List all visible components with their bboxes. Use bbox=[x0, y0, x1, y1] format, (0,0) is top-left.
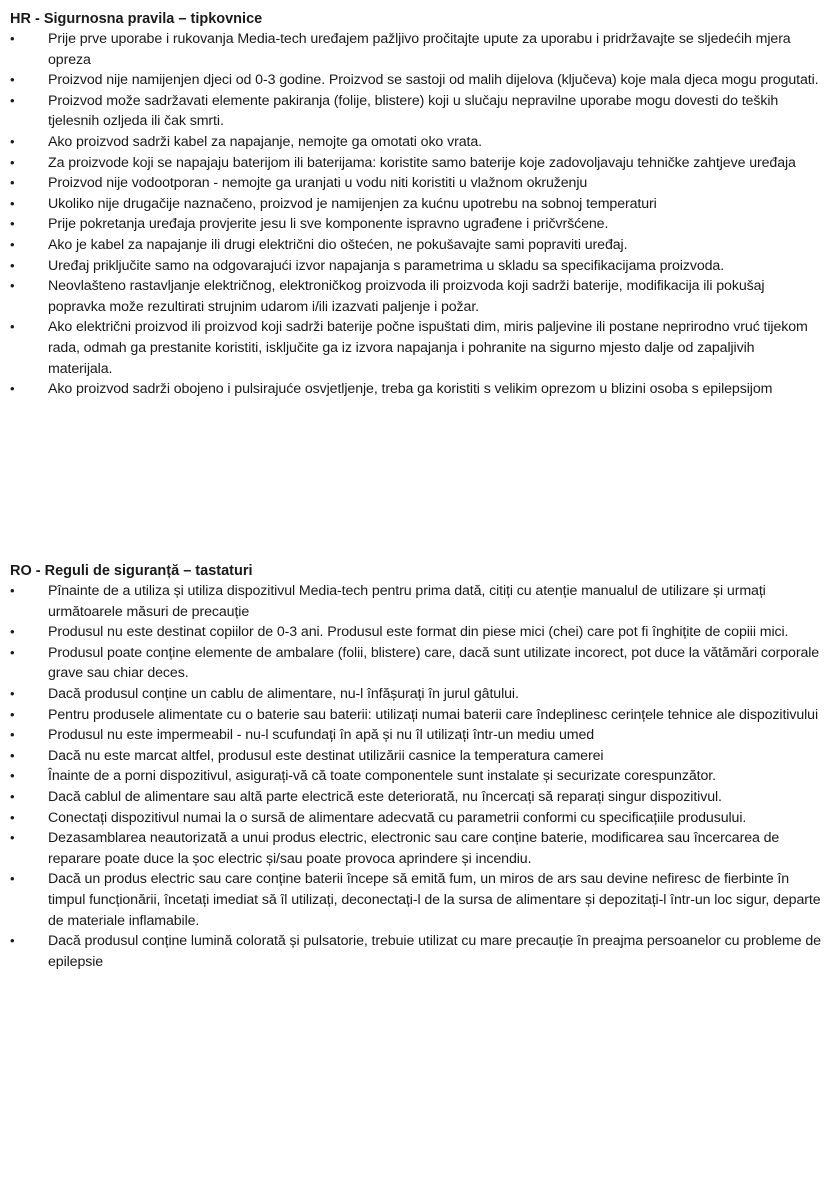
list-item bbox=[10, 725, 822, 746]
list-item bbox=[10, 70, 822, 91]
list-item-text: Ukoliko nije drugačije naznačeno, proizvod je namijenjen za kućnu upotrebu na sobnoj temperaturi bbox=[48, 195, 657, 212]
bullet-icon: • bbox=[10, 175, 15, 191]
list-item bbox=[10, 705, 822, 726]
list-item-text: Prije pokretanja uređaja provjerite jesu li sve komponente ispravno ugrađene i pričvršćene. bbox=[48, 216, 609, 233]
list-item-text: Proizvod nije namijenjen djeci od 0-3 godine. Proizvod se sastoji od malih dijelova (ključeva) koje mala djeca mogu progutati. bbox=[48, 72, 819, 89]
list-item-text: Dacă produsul conține un cablu de alimentare, nu-l înfășurați în jurul gâtului. bbox=[48, 685, 519, 702]
list-item bbox=[10, 91, 822, 132]
list-item bbox=[10, 643, 822, 684]
bullet-icon: • bbox=[10, 92, 15, 108]
bullet-icon: • bbox=[10, 830, 15, 846]
bullet-icon: • bbox=[10, 727, 15, 743]
list-item-text: Produsul poate conține elemente de ambalare (folii, blistere) care, dacă sunt utilizate incorect, pot duce la vătămări corporale grave sau chiar deces. bbox=[48, 644, 820, 682]
list-item-text: Produsul nu este impermeabil - nu-l scufundați în apă și nu îl utilizați într-un mediu umed bbox=[48, 727, 595, 744]
bullet-icon: • bbox=[10, 381, 15, 397]
list-item bbox=[10, 173, 822, 194]
list-item-text: Dezasamblarea neautorizată a unui produs electric, electronic sau care conține baterie, modificarea sau încercarea de reparare poate duce la șoc electric și/sau poate provoca aprindere și incendiu. bbox=[48, 830, 780, 867]
list-item bbox=[10, 808, 822, 829]
list-item-text: Proizvod nije vodootporan - nemojte ga uranjati u vodu niti koristiti u vlažnom okruženju bbox=[48, 175, 588, 192]
bullet-icon: • bbox=[10, 809, 15, 825]
list-item bbox=[10, 828, 822, 869]
list-item bbox=[10, 684, 822, 705]
list-item bbox=[10, 276, 822, 317]
list-item bbox=[10, 256, 822, 277]
list-item bbox=[10, 194, 822, 215]
list-item-text: Dacă nu este marcat altfel, produsul este destinat utilizării casnice la temperatura camerei bbox=[48, 747, 604, 764]
list-item-text: Dacă cablul de alimentare sau altă parte electrică este deteriorată, nu încercați să reparați singur dispozitivul. bbox=[48, 788, 722, 805]
bullet-icon: • bbox=[10, 319, 15, 335]
rules-list-hr bbox=[10, 29, 822, 400]
bullet-icon: • bbox=[10, 871, 15, 887]
list-item-text: Proizvod može sadržavati elemente pakiranja (folije, blistere) koji u slučaju nepravilne uporabe mogu dovesti do teških tjelesnih ozljeda ili čak smrti. bbox=[48, 92, 779, 130]
bullet-icon: • bbox=[10, 644, 15, 660]
list-item-text: Za proizvode koji se napajaju baterijom ili baterijama: koristite samo baterije koje zadovoljavaju tehničke zahtjeve uređaja bbox=[48, 154, 796, 171]
bullet-icon: • bbox=[10, 195, 15, 211]
bullet-icon: • bbox=[10, 257, 15, 273]
list-item-text: Pentru produsele alimentate cu o baterie sau baterii: utilizați numai baterii care îndeplinesc cerințele tehnice ale dispozitivului bbox=[48, 706, 819, 723]
list-item-text: Neovlašteno rastavljanje električnog, elektroničkog proizvoda ili proizvoda koji sadrži baterije, modifikacija ili pokušaj popravka može rezultirati strujnim udarom i/ili izazvati paljenje i požar. bbox=[48, 278, 765, 315]
list-item-text: Dacă un produs electric sau care conține baterii începe să emită fum, un miros de ars sau devine nefiresc de fierbinte în timpul funcționării, încetați imediat să îl utilizați, deconectați-l de la sursa de alimentare și depozitați-l într-un loc sigur, departe de materiale inflamabile. bbox=[48, 871, 821, 929]
bullet-icon: • bbox=[10, 747, 15, 763]
bullet-icon: • bbox=[10, 154, 15, 170]
bullet-icon: • bbox=[10, 624, 15, 640]
bullet-icon: • bbox=[10, 788, 15, 804]
list-item-text: Prije prve uporabe i rukovanja Media-tech uređajem pažljivo pročitajte upute za uporabu i pridržavajte se sljedećih mjera opreza bbox=[48, 31, 791, 68]
list-item-text: Ako električni proizvod ili proizvod koji sadrži baterije počne ispuštati dim, miris paljevine ili postane neprirodno vruć tijekom rada, odmah ga prestanite koristiti, isključite ga iz izvora napajanja i pohranite na sigurno mjesto dalje od zapaljivih materijala. bbox=[48, 319, 808, 377]
bullet-icon: • bbox=[10, 278, 15, 294]
bullet-icon: • bbox=[10, 236, 15, 252]
bullet-icon: • bbox=[10, 31, 15, 46]
list-item-text: Conectați dispozitivul numai la o sursă de alimentare adecvată cu parametrii conformi cu specificațiile produsului. bbox=[48, 809, 747, 826]
list-item-text: Ako proizvod sadrži kabel za napajanje, nemojte ga omotati oko vrata. bbox=[48, 133, 482, 150]
list-item-text: Dacă produsul conține lumină colorată și pulsatorie, trebuie utilizat cu mare precauție în preajma persoanelor cu probleme de epilepsie bbox=[48, 933, 821, 970]
list-item bbox=[10, 622, 822, 643]
bullet-icon: • bbox=[10, 685, 15, 701]
bullet-icon: • bbox=[10, 933, 15, 949]
list-item-text: Pînainte de a utiliza și utiliza dispozitivul Media-tech pentru prima dată, citiți cu atenție manualul de utilizare și urmați următoarele măsuri de precauție bbox=[48, 583, 766, 620]
list-item bbox=[10, 153, 822, 174]
list-item bbox=[10, 931, 822, 972]
list-item bbox=[10, 766, 822, 787]
section-hr-safety-rules bbox=[10, 9, 822, 400]
list-item-text: Ako proizvod sadrži obojeno i pulsirajuće osvjetljenje, treba ga koristiti s velikim oprezom u blizini osoba s epilepsijom bbox=[48, 381, 773, 398]
list-item bbox=[10, 787, 822, 808]
list-item-text: Ako je kabel za napajanje ili drugi električni dio oštećen, ne pokušavajte sami popraviti uređaj. bbox=[48, 236, 628, 253]
list-item bbox=[10, 317, 822, 379]
list-item bbox=[10, 235, 822, 256]
list-item-text: Uređaj priključite samo na odgovarajući izvor napajanja s parametrima u skladu sa specifikacijama proizvoda. bbox=[48, 257, 725, 274]
list-item bbox=[10, 214, 822, 235]
list-item bbox=[10, 379, 822, 400]
section-heading-hr: HR - Sigurnosna pravila – tipkovnice bbox=[10, 11, 263, 27]
bullet-icon: • bbox=[10, 583, 15, 598]
list-item-text: Înainte de a porni dispozitivul, asigurați-vă că toate componentele sunt instalate și securizate corespunzător. bbox=[48, 768, 716, 785]
section-heading-ro: RO - Reguli de siguranță – tastaturi bbox=[10, 563, 253, 579]
list-item bbox=[10, 869, 822, 931]
section-ro-safety-rules bbox=[10, 561, 822, 972]
rules-list-ro bbox=[10, 581, 822, 972]
list-item bbox=[10, 746, 822, 767]
list-item bbox=[10, 581, 822, 622]
bullet-icon: • bbox=[10, 72, 15, 88]
bullet-icon: • bbox=[10, 216, 15, 232]
bullet-icon: • bbox=[10, 133, 15, 149]
list-item bbox=[10, 132, 822, 153]
list-item-text: Produsul nu este destinat copiilor de 0-3 ani. Produsul este format din piese mici (chei) care pot fi înghițite de copiii mici. bbox=[48, 624, 789, 641]
bullet-icon: • bbox=[10, 706, 15, 722]
list-item bbox=[10, 29, 822, 70]
bullet-icon: • bbox=[10, 768, 15, 784]
